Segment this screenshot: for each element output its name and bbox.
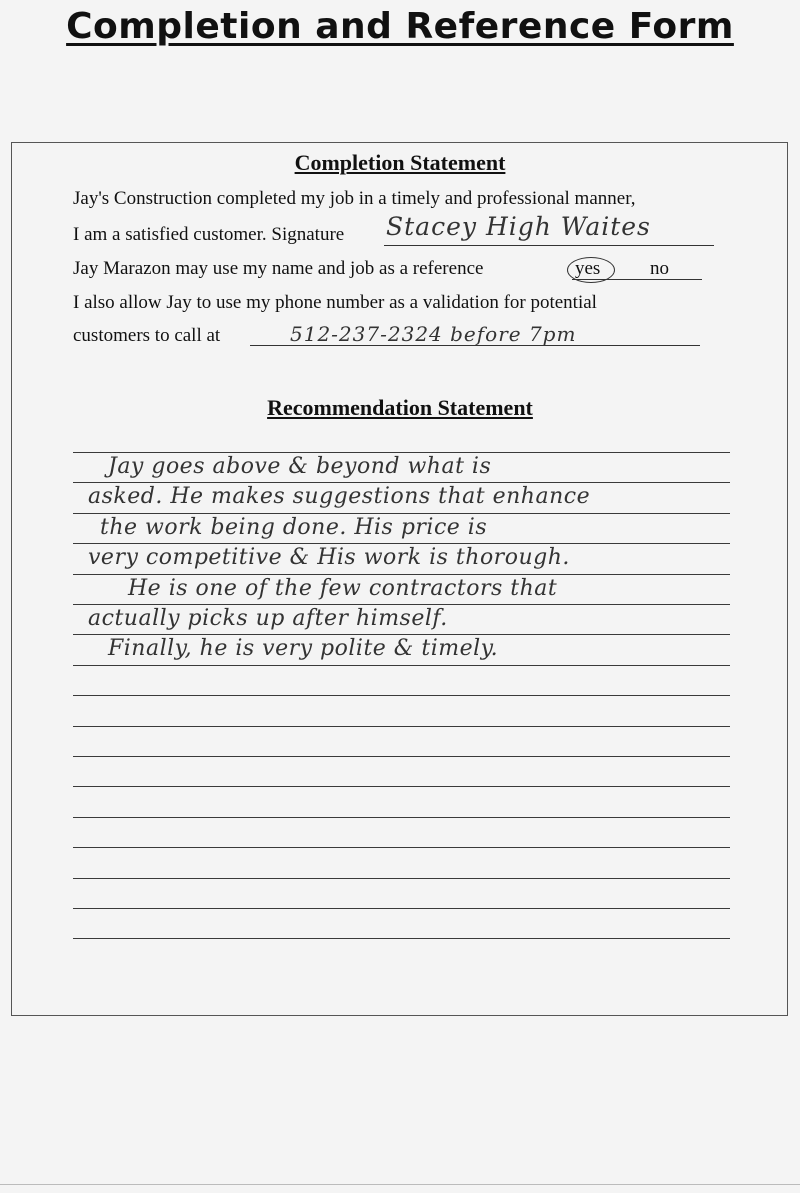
completion-line-1: Jay's Construction completed my job in a timely and professional manner, [73,188,636,209]
ruled-line [73,786,730,787]
page-bottom-edge [0,1184,800,1185]
handwritten-line: very competitive & His work is thorough. [88,545,570,570]
ruled-line [73,665,730,666]
handwritten-line: Finally, he is very polite & timely. [108,636,499,661]
ruled-line [73,452,730,453]
handwritten-line: actually picks up after himself. [88,606,448,631]
option-yes: yes [575,258,601,279]
ruled-line [73,604,730,605]
completion-heading: Completion Statement [294,150,506,175]
handwritten-phone: 512-237-2324 before 7pm [290,322,577,346]
ruled-line [73,817,730,818]
completion-line-5: customers to call at [73,325,221,346]
ruled-line [73,878,730,879]
ruled-line [73,847,730,848]
yes-no-blank [572,279,702,280]
option-no: no [650,258,669,279]
recommendation-heading: Recommendation Statement [267,395,533,420]
handwritten-line: He is one of the few contractors that [128,576,558,601]
ruled-line [73,543,730,544]
ruled-line [73,574,730,575]
ruled-line [73,634,730,635]
handwritten-line: the work being done. His price is [100,515,488,540]
handwritten-line: Jay goes above & beyond what is [108,454,492,479]
handwritten-line: asked. He makes suggestions that enhance [88,484,591,509]
ruled-line [73,513,730,514]
completion-line-2: I am a satisfied customer. Signature [73,224,345,245]
ruled-line [73,908,730,909]
completion-line-3: Jay Marazon may use my name and job as a reference [73,258,484,279]
ruled-line [73,482,730,483]
ruled-line [73,756,730,757]
handwritten-signature: Stacey High Waites [386,212,651,241]
ruled-line [73,938,730,939]
ruled-line [73,695,730,696]
completion-line-4: I also allow Jay to use my phone number as a validation for potential [73,292,597,313]
ruled-line [73,726,730,727]
page-title: Completion and Reference Form [66,6,734,47]
signature-blank [384,245,714,246]
